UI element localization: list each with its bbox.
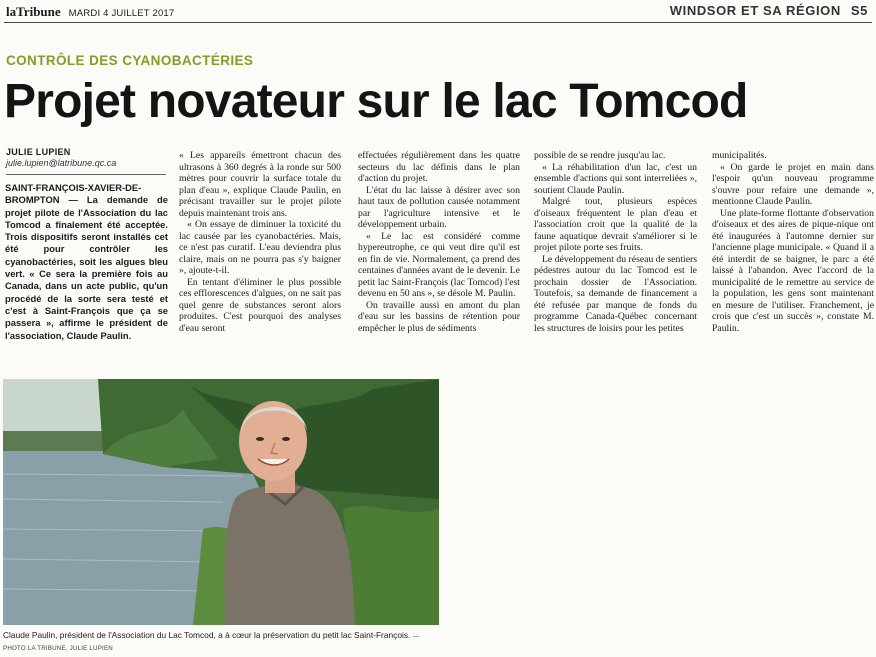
paragraph: municipalités. (712, 150, 767, 161)
paragraph: Malgré tout, plusieurs espèces d'oiseaux fréquentent le plan d'eau et l'association croit que la qualité de la faune aquatique devrait s'améliorer si le projet pilote porte ses fruits. (534, 196, 697, 253)
byline-rule (6, 174, 166, 175)
article-photo (3, 379, 439, 625)
article-column-1 (179, 150, 341, 360)
byline-email: julie.lupien@latribune.qc.ca (6, 158, 117, 168)
paragraph: L'état du lac laisse à désirer avec son haut taux de pollution causée notamment par l'agriculture intensive et le développement urbain. (358, 184, 520, 230)
newspaper-brand: laTribune (6, 4, 61, 19)
paragraph: « La réhabilitation d'un lac, c'est un ensemble d'actions qui sont interreliées », soutient Claude Paulin. (534, 161, 697, 196)
article-column-2 (358, 150, 520, 360)
paragraph: Le développement du réseau de sentiers pédestres autour du lac Tomcod est le prochain dossier de l'Association. Toutefois, sa demande de financement a été refusée par manque de fonds du programme Canada-Québec concernant les structures de loisirs pour les petites (534, 253, 697, 334)
masthead (6, 4, 174, 20)
article-kicker: CONTRÔLE DES CYANOBACTÉRIES (6, 53, 254, 68)
lede-text: La demande de projet pilote de l'Association du lac Tomcod a finalement été acceptée. Trois dispositifs seront installés cet été pour contrôler les cyanobactéries, soit les algues bleu vert. « Ce sera la première fois au Canada, dans un acte public, qu'un procédé de la sorte sera testé et c'est à Saint-François que ça se passera », affirme le président de l'association, Claude Paulin. (5, 194, 168, 341)
photo-credit: — PHOTO LA TRIBUNE, JULIE LUPIEN (3, 633, 420, 652)
photo-caption (3, 630, 439, 654)
article-headline: Projet novateur sur le lac Tomcod (4, 75, 748, 128)
section-header (670, 3, 868, 18)
dateline: SAINT-FRANÇOIS-XAVIER-DE-BROMPTON — (5, 182, 142, 206)
paragraph: « On garde le projet en main dans l'espoir qu'un nouveau programme s'ouvre pour refaire une demande », mentionne Claude Paulin. (712, 161, 874, 207)
section-name: WINDSOR ET SA RÉGION (669, 3, 841, 18)
paragraph: On travaille aussi en amont du plan d'eau sur les bassins de rétention pour empêcher le plus de sédiments (358, 299, 520, 334)
paragraph: possible de se rendre jusqu'au lac. (534, 150, 666, 161)
caption-text: Claude Paulin, président de l'Association du Lac Tomcod, a à cœur la préservation du petit lac Saint-François. (3, 630, 411, 640)
paragraph: En tentant d'éliminer le plus possible ces efflorescences d'algues, on ne sait pas quel genre de substances seront alors produites. C'est pourquoi des analyses d'eau seront (179, 276, 341, 334)
paragraph: « Les appareils émettront chacun des ultrasons à 360 degrés à la ronde sur 500 mètres pour couvrir la surface totale du plan d'eau », explique Claude Paulin, en précisant travailler sur le projet pilote depuis maintenant trois ans. (179, 150, 341, 219)
paragraph: « On essaye de diminuer la toxicité du lac causée par les cyanobactéries. Mais, ce n'est pas curatif. L'eau deviendra plus claire, mais on ne pourra pas s'y baigner », ajoute-t-il. (179, 219, 341, 276)
issue-date: MARDI 4 JUILLET 2017 (68, 8, 175, 19)
article-column-4 (712, 150, 874, 370)
paragraph: « Le lac est considéré comme hypereutrophe, ce qui veut dire qu'il est en fin de vie. Normalement, ça prend des centaines d'années avant de le devenir. Le petit lac Saint-François (lac Tomcod) l'est devenu en 50 ans », se désole M. Paulin. (358, 230, 520, 299)
article-lede (5, 182, 168, 342)
byline-author: JULIE LUPIEN (6, 147, 71, 157)
paragraph: effectuées régulièrement dans les quatre secteurs du lac définis dans le plan d'action du projet. (358, 150, 520, 184)
paragraph: Une plate-forme flottante d'observation d'oiseaux et des aires de pique-nique ont été inaugurées à l'automne dernier sur l'ancienne plage municipale. « Quand il a été interdit de se baigner, le parc a été laissé à l'abandon. Avec l'accord de la municipalité de le remettre au service de la population, les gens sont maintenant en mesure de l'utiliser. Franchement, je crois que c'est un succès », constate M. Paulin. (712, 207, 874, 334)
article-column-3 (534, 150, 697, 360)
page-number: S5 (850, 3, 868, 18)
header-rule (4, 22, 872, 23)
